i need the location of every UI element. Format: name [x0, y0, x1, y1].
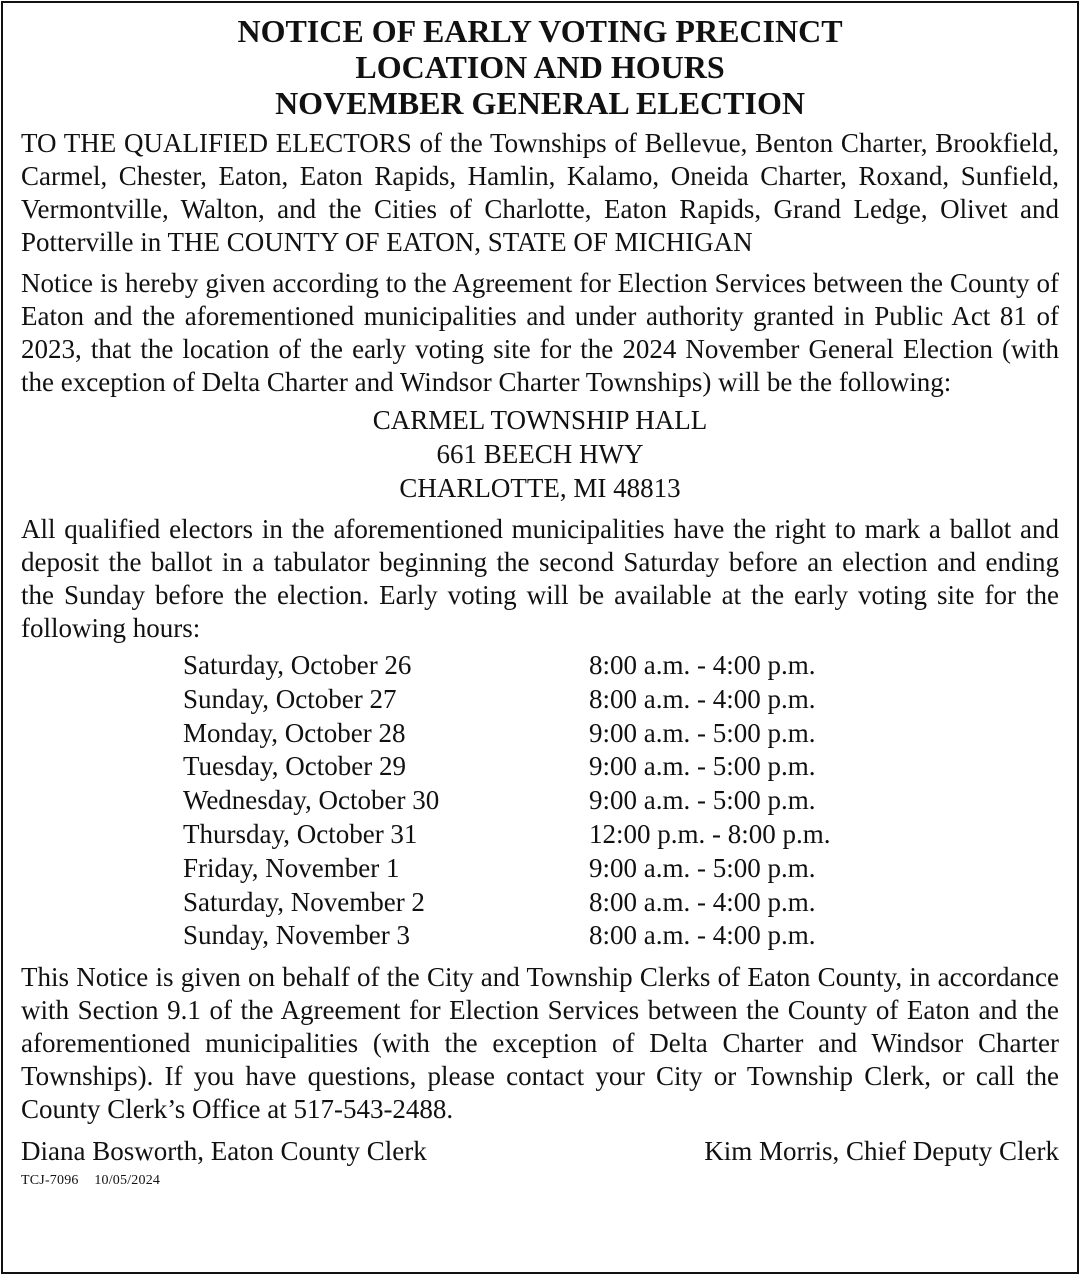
hours-row: [183, 886, 1059, 920]
title-line-2: LOCATION AND HOURS: [355, 49, 725, 85]
hours-row: [183, 717, 1059, 751]
hours-day: Saturday, November 2: [183, 886, 425, 917]
hours-row: [183, 852, 1059, 886]
hours-day: Monday, October 28: [183, 717, 406, 748]
hours-time: 8:00 a.m. - 4:00 p.m.: [589, 683, 816, 714]
notice-date: 10/05/2024: [94, 1173, 161, 1189]
signatures: [21, 1134, 1059, 1168]
hours-day: Thursday, October 31: [183, 818, 418, 849]
hours-row: [183, 750, 1059, 784]
legal-notice: [1, 1, 1079, 1274]
hours-time: 9:00 a.m. - 5:00 p.m.: [589, 785, 816, 816]
electors-paragraph: TO THE QUALIFIED ELECTORS of the Townships of Bellevue, Benton Charter, Brookfield, Carmel, Chester, Eaton, Eaton Rapids, Hamlin, Kalamo, Oneida Charter, Roxand, Sunfield, Vermontville, Walton, and the Cities of Charlotte, Eaton Rapids, Grand Ledge, Olivet and Potterville in THE COUNTY OF EATON, STATE OF MICHIGAN: [21, 128, 1059, 257]
hours-time: 8:00 a.m. - 4:00 p.m.: [589, 650, 816, 680]
hours-day: Friday, November 1: [183, 852, 400, 883]
hours-time: 8:00 a.m. - 4:00 p.m.: [589, 920, 816, 951]
site-street: 661 BEECH HWY: [436, 439, 644, 469]
county-clerk-signature: Diana Bosworth, Eaton County Clerk: [21, 1136, 427, 1167]
hours-time: 9:00 a.m. - 5:00 p.m.: [589, 852, 816, 883]
hours-table: [183, 649, 1059, 953]
hours-day: Saturday, October 26: [183, 650, 412, 680]
hours-row: [183, 784, 1059, 818]
notice-footer: [21, 1172, 1059, 1190]
title-line-1: NOTICE OF EARLY VOTING PRECINCT: [237, 13, 843, 49]
deputy-clerk-signature: Kim Morris, Chief Deputy Clerk: [704, 1136, 1059, 1167]
notice-paragraph: Notice is hereby given according to the Agreement for Election Services between the County of Eaton and the aforementioned municipalities and under authority granted in Public Act 81 of 2023, that the location of the early voting site for the 2024 November General Election (with the exception of Delta Charter and Windsor Charter Townships) will be the following:: [21, 268, 1059, 397]
hours-day: Wednesday, October 30: [183, 785, 440, 816]
hours-row: [183, 818, 1059, 852]
hours-row: [183, 919, 1059, 953]
hours-time: 9:00 a.m. - 5:00 p.m.: [589, 751, 816, 782]
title-line-3: NOVEMBER GENERAL ELECTION: [275, 85, 805, 121]
hours-day: Sunday, October 27: [183, 683, 397, 714]
site-name: CARMEL TOWNSHIP HALL: [372, 405, 708, 435]
hours-time: 8:00 a.m. - 4:00 p.m.: [589, 886, 816, 917]
hours-day: Sunday, November 3: [183, 920, 410, 951]
hours-time: 12:00 p.m. - 8:00 p.m.: [589, 818, 831, 849]
site-city: CHARLOTTE, MI 48813: [399, 473, 681, 503]
voting-site-address: [21, 403, 1059, 505]
hours-day: Tuesday, October 29: [183, 751, 406, 782]
rights-paragraph: All qualified electors in the aforementioned municipalities have the right to mark a ballot and deposit the ballot in a tabulator beginning the second Saturday before an election and ending the Sunday before the election. Early voting will be available at the early voting site for the following hours:: [21, 514, 1059, 643]
hours-time: 9:00 a.m. - 5:00 p.m.: [589, 717, 816, 748]
behalf-paragraph: This Notice is given on behalf of the City and Township Clerks of Eaton County, in accordance with Section 9.1 of the Agreement for Election Services between the County of Eaton and the aforementioned municipalities (with the exception of Delta Charter and Windsor Charter Townships). If you have questions, please contact your City or Township Clerk, or call the County Clerk’s Office at 517-543-2488.: [21, 962, 1059, 1125]
notice-code: TCJ-7096: [21, 1173, 79, 1189]
hours-row: [183, 649, 1059, 683]
notice-title: [21, 13, 1059, 121]
hours-row: [183, 683, 1059, 717]
